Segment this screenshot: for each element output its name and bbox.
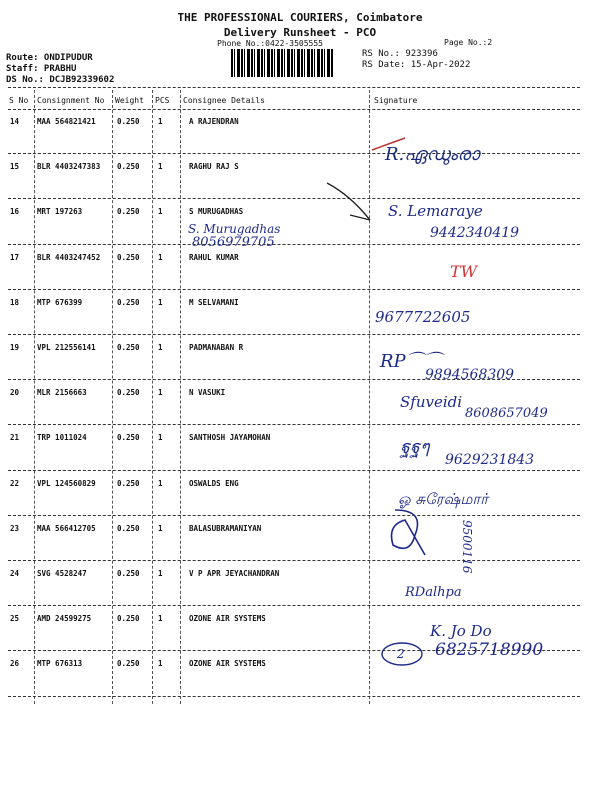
consignee-cell: RAGHU RAJ S (189, 162, 239, 172)
red-tick (370, 135, 410, 155)
row-rule (8, 244, 580, 245)
consignment-cell: MRT 197263 (37, 207, 83, 217)
sno-cell: 19 (10, 343, 20, 352)
weight-cell: 0.250 (117, 297, 140, 307)
row-rule (8, 696, 580, 697)
weight-cell: 0.250 (117, 162, 140, 172)
table-row (0, 566, 600, 610)
check-mark (325, 175, 380, 230)
col-sno: S No (9, 96, 29, 105)
signature-19: RP⌒⌒ (380, 351, 442, 372)
signature-17: TW (450, 262, 478, 281)
row-rule (8, 560, 580, 561)
pcs-cell: 1 (158, 478, 163, 488)
count-circle-25 (380, 640, 430, 668)
col-consignment: Consignment No (37, 96, 105, 105)
sno-cell: 26 (10, 659, 20, 669)
row-rule (8, 334, 580, 335)
consignee-cell: OZONE AIR SYSTEMS (189, 659, 266, 669)
consignment-cell: MTP 676313 (37, 659, 83, 669)
pcs-cell: 1 (158, 162, 163, 172)
pcs-cell: 1 (158, 569, 163, 578)
phone-21: 9629231843 (445, 452, 535, 468)
sno-cell: 21 (10, 433, 20, 443)
row-rule (8, 289, 580, 290)
route: Route: ONDIPUDUR (6, 53, 93, 63)
weight-cell: 0.250 (117, 388, 140, 398)
phone-20: 8608657049 (465, 406, 548, 421)
weight-cell: 0.250 (117, 523, 140, 533)
consignee-cell: OZONE AIR SYSTEMS (189, 614, 266, 624)
row-rule (8, 424, 580, 425)
runsheet-title: Delivery Runsheet - PCO (223, 26, 377, 39)
pcs-cell: 1 (158, 659, 163, 669)
sno-cell: 15 (10, 162, 20, 172)
sno-cell: 14 (10, 117, 20, 126)
table-row (0, 295, 600, 339)
pcs-cell: 1 (158, 523, 163, 533)
phone-number: Phone No.:0422-3505555 (217, 39, 323, 48)
row-rule (8, 153, 580, 154)
signature-24: RDalhpa (405, 585, 462, 600)
table-row (0, 159, 600, 203)
consignee-cell: N VASUKI (189, 388, 226, 398)
weight-cell: 0.250 (117, 433, 140, 443)
sno-cell: 22 (10, 478, 20, 488)
weight-cell: 0.250 (117, 614, 140, 624)
signature-22: ஓ சுரேஷ்மார் (398, 490, 489, 508)
consignee-cell: S MURUGADHAS (189, 207, 244, 217)
pcs-cell: 1 (158, 388, 163, 398)
consignee-cell: A RAJENDRAN (189, 117, 239, 126)
phone-16b: 8056979705 (192, 235, 275, 250)
phone-19: 9894568309 (425, 367, 515, 383)
sno-cell: 24 (10, 569, 20, 578)
consignment-cell: MLR 2156663 (37, 388, 87, 398)
table-row (0, 250, 600, 294)
rs-date: RS Date: 15-Apr-2022 (362, 60, 471, 70)
sno-cell: 25 (10, 614, 20, 624)
row-rule (8, 605, 580, 606)
weight-cell: 0.250 (117, 252, 140, 262)
col-weight: Weight (115, 96, 144, 105)
pcs-cell: 1 (158, 614, 163, 624)
consignment-cell: BLR 4403247383 (37, 162, 101, 172)
pcs-cell: 1 (158, 252, 163, 262)
col-consignee: Consignee Details (183, 96, 265, 105)
signature-23 (385, 505, 435, 560)
barcode (231, 49, 334, 77)
consignment-cell: AMD 24599275 (37, 614, 92, 624)
consignment-cell: VPL 124560829 (37, 478, 96, 488)
phone-23: 9500116 (460, 520, 474, 574)
consignee-cell: BALASUBRAMANIYAN (189, 523, 262, 533)
signature-20: Sfuveidi (400, 393, 463, 411)
consignment-cell: SVG 4528247 (37, 569, 87, 578)
signature-21: ฐฐๆ (400, 437, 430, 458)
consignee-cell: RAHUL KUMAR (189, 252, 239, 262)
consignee-cell: SANTHOSH JAYAMOHAN (189, 433, 271, 443)
sno-cell: 18 (10, 297, 20, 307)
consignee-cell: M SELVAMANI (189, 297, 239, 307)
signature-15: R.ഏഡുംരാ (385, 144, 480, 165)
consignment-cell: MTP 676399 (37, 297, 83, 307)
pcs-cell: 1 (158, 207, 163, 217)
consignee-cell: PADMANABAN R (189, 343, 244, 352)
sno-cell: 23 (10, 523, 20, 533)
rs-number: RS No.: 923396 (362, 49, 438, 59)
page-number: Page No.:2 (444, 38, 493, 47)
row-rule (8, 470, 580, 471)
table-row (0, 476, 600, 520)
consignment-cell: BLR 4403247452 (37, 252, 101, 262)
pcs-cell: 1 (158, 117, 163, 126)
weight-cell: 0.250 (117, 478, 140, 488)
consignment-cell: TRP 1011024 (37, 433, 87, 443)
row-rule (8, 515, 580, 516)
phone-18: 9677722605 (375, 308, 471, 326)
consignee-cell: OSWALDS ENG (189, 478, 239, 488)
consignment-cell: VPL 212556141 (37, 343, 96, 352)
signature-16: S. Lemaraye (388, 202, 483, 220)
count-25: 2 (397, 647, 405, 661)
table-row (0, 521, 600, 565)
pcs-cell: 1 (158, 297, 163, 307)
sno-cell: 17 (10, 252, 20, 262)
consignment-cell: MAA 566412705 (37, 523, 96, 533)
pcs-cell: 1 (158, 433, 163, 443)
phone-25: 6825718990 (435, 640, 544, 660)
col-pcs: PCS (155, 96, 170, 105)
weight-cell: 0.250 (117, 659, 140, 669)
table-row (0, 656, 600, 700)
header-rule-top (8, 87, 580, 88)
col-signature: Signature (374, 96, 418, 105)
staff: Staff: PRABHU (6, 64, 77, 74)
header-rule-bottom (8, 109, 580, 110)
pcs-cell: 1 (158, 343, 163, 352)
weight-cell: 0.250 (117, 117, 140, 126)
weight-cell: 0.250 (117, 207, 140, 217)
name-16-handwritten: S. Murugadhas (188, 222, 281, 236)
consignee-cell: V P APR JEYACHANDRAN (189, 569, 280, 578)
signature-25: K. Jo Do (430, 622, 492, 640)
phone-16: 9442340419 (430, 225, 520, 241)
sno-cell: 16 (10, 207, 20, 217)
row-rule (8, 198, 580, 199)
weight-cell: 0.250 (117, 569, 140, 578)
ds-number: DS No.: DCJB92339602 (6, 75, 115, 85)
sno-cell: 20 (10, 388, 20, 398)
company-title: THE PROFESSIONAL COURIERS, Coimbatore (177, 11, 423, 24)
weight-cell: 0.250 (117, 343, 140, 352)
consignment-cell: MAA 564821421 (37, 117, 96, 126)
table-row (0, 114, 600, 158)
